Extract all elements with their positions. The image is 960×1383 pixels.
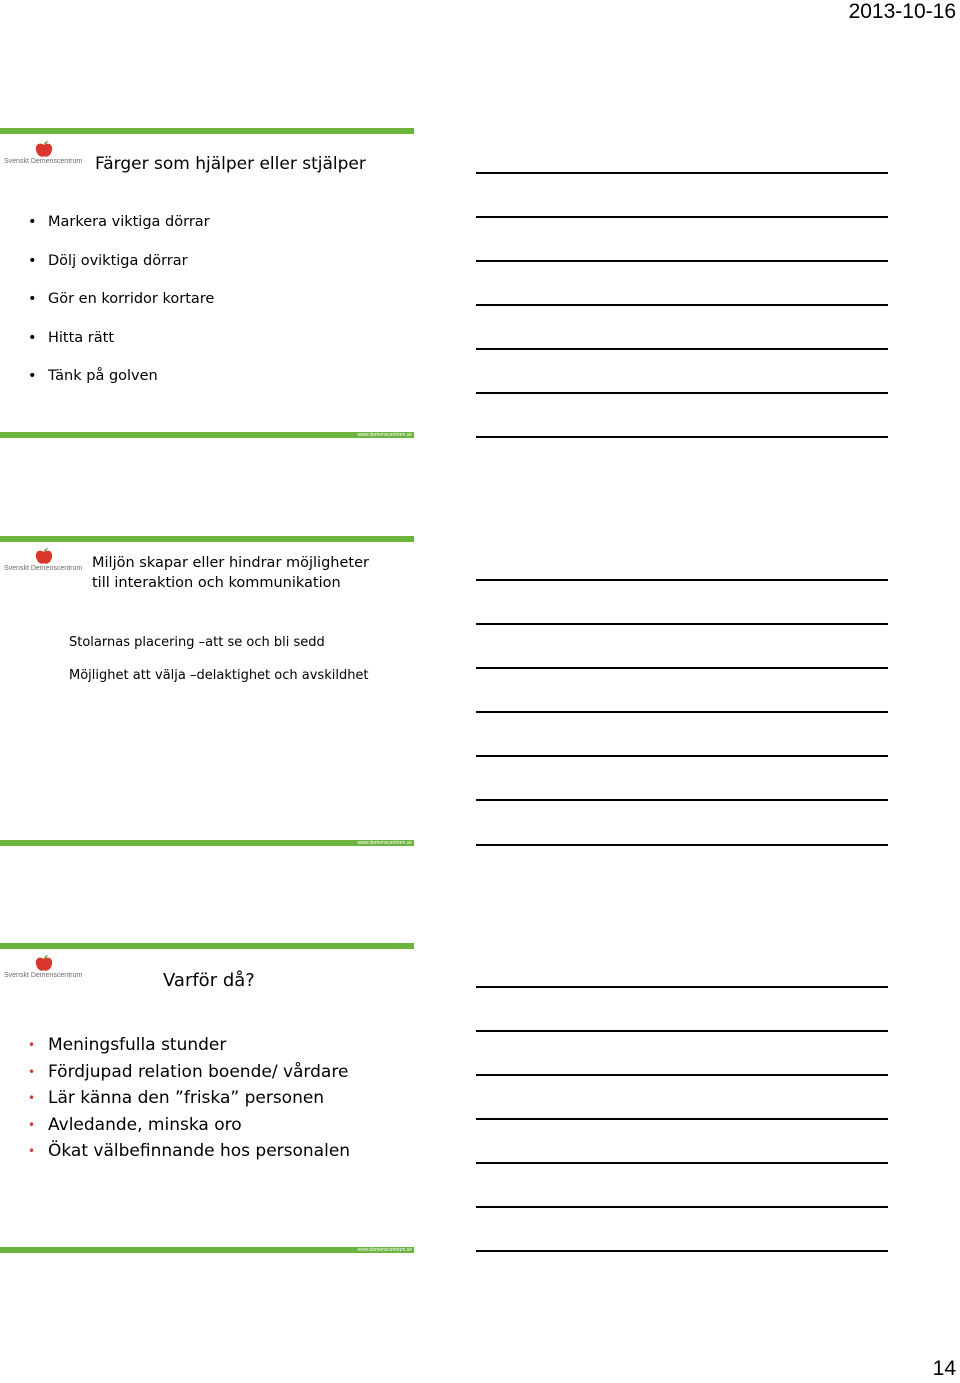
brand-logo (4, 548, 84, 576)
note-line (476, 711, 888, 713)
text-line: Stolarnas placering –att se och bli sedd (69, 635, 325, 650)
logo-text: Svenskt Demenscentrum (4, 158, 83, 165)
list-item: • Dölj oviktiga dörrar (28, 252, 188, 269)
note-line (476, 1206, 888, 1208)
slide-3 (0, 943, 414, 1256)
slide-title-line-2: till interaktion och kommunikation (92, 575, 341, 591)
bullet-dot: • (28, 214, 37, 230)
slide-footer-bar (0, 1247, 414, 1253)
note-line (476, 667, 888, 669)
note-line (476, 1250, 888, 1252)
slide-title-line-1: Miljön skapar eller hindrar möjligheter (92, 555, 369, 571)
list-item: • Ökat välbefinnande hos personalen (28, 1138, 350, 1165)
bullet-dot: • (28, 1144, 36, 1158)
note-line (476, 436, 888, 438)
list-item: • Tänk på golven (28, 368, 158, 384)
note-line (476, 799, 888, 801)
list-item: • Meningsfulla stunder (28, 1032, 350, 1059)
note-line (476, 260, 888, 262)
page-number: 14 (932, 1357, 956, 1380)
note-line (476, 172, 888, 174)
footer-url: www.demenscentrum.se (357, 1247, 412, 1253)
note-line (476, 1118, 888, 1120)
footer-url: www.demenscentrum.se (357, 840, 412, 846)
apple-logo-icon (34, 548, 54, 566)
brand-logo (4, 141, 84, 169)
bullet-dot: • (28, 1038, 36, 1052)
note-line (476, 1162, 888, 1164)
note-line (476, 844, 888, 846)
note-line (476, 755, 888, 757)
bullet-dot: • (28, 252, 37, 269)
note-line (476, 304, 888, 306)
note-line (476, 623, 888, 625)
slide-title: Färger som hjälper eller stjälper (95, 154, 366, 174)
logo-text: Svenskt Demenscentrum (4, 565, 83, 572)
note-line (476, 216, 888, 218)
list-item: • Lär känna den ”friska” personen (28, 1085, 350, 1112)
list-item: • Avledande, minska oro (28, 1112, 350, 1139)
bullet-dot: • (28, 291, 37, 307)
bullet-dot: • (28, 1064, 36, 1079)
footer-url: www.demenscentrum.se (357, 432, 412, 438)
apple-logo-icon (34, 141, 54, 159)
list-item: • Hitta rätt (28, 329, 115, 346)
slide-top-bar (0, 943, 414, 949)
slide-top-bar (0, 128, 414, 134)
note-line (476, 348, 888, 350)
bullet-dot: • (28, 1091, 36, 1105)
note-line (476, 986, 888, 988)
slide-footer-bar (0, 432, 414, 438)
bullet-list (28, 214, 214, 407)
brand-logo (4, 955, 84, 983)
slide-footer-bar (0, 840, 414, 846)
bullet-dot: • (28, 329, 37, 346)
slide-2 (0, 536, 414, 849)
bullet-dot: • (28, 1117, 36, 1132)
slide-title: Varför då? (163, 970, 255, 991)
apple-logo-icon (34, 955, 54, 973)
note-line (476, 1030, 888, 1032)
note-line (476, 1074, 888, 1076)
slide-1 (0, 128, 414, 441)
bullet-dot: • (28, 368, 37, 384)
note-line (476, 579, 888, 581)
bullet-list (28, 1032, 350, 1165)
text-line: Möjlighet att välja –delaktighet och avskildhet (69, 668, 369, 683)
page-date: 2013-10-16 (848, 0, 956, 23)
list-item: • Markera viktiga dörrar (28, 214, 210, 230)
logo-text: Svenskt Demenscentrum (4, 972, 83, 979)
list-item: • Gör en korridor kortare (28, 291, 215, 307)
note-line (476, 392, 888, 394)
slide-top-bar (0, 536, 414, 542)
list-item: • Fördjupad relation boende/ vårdare (28, 1059, 350, 1086)
